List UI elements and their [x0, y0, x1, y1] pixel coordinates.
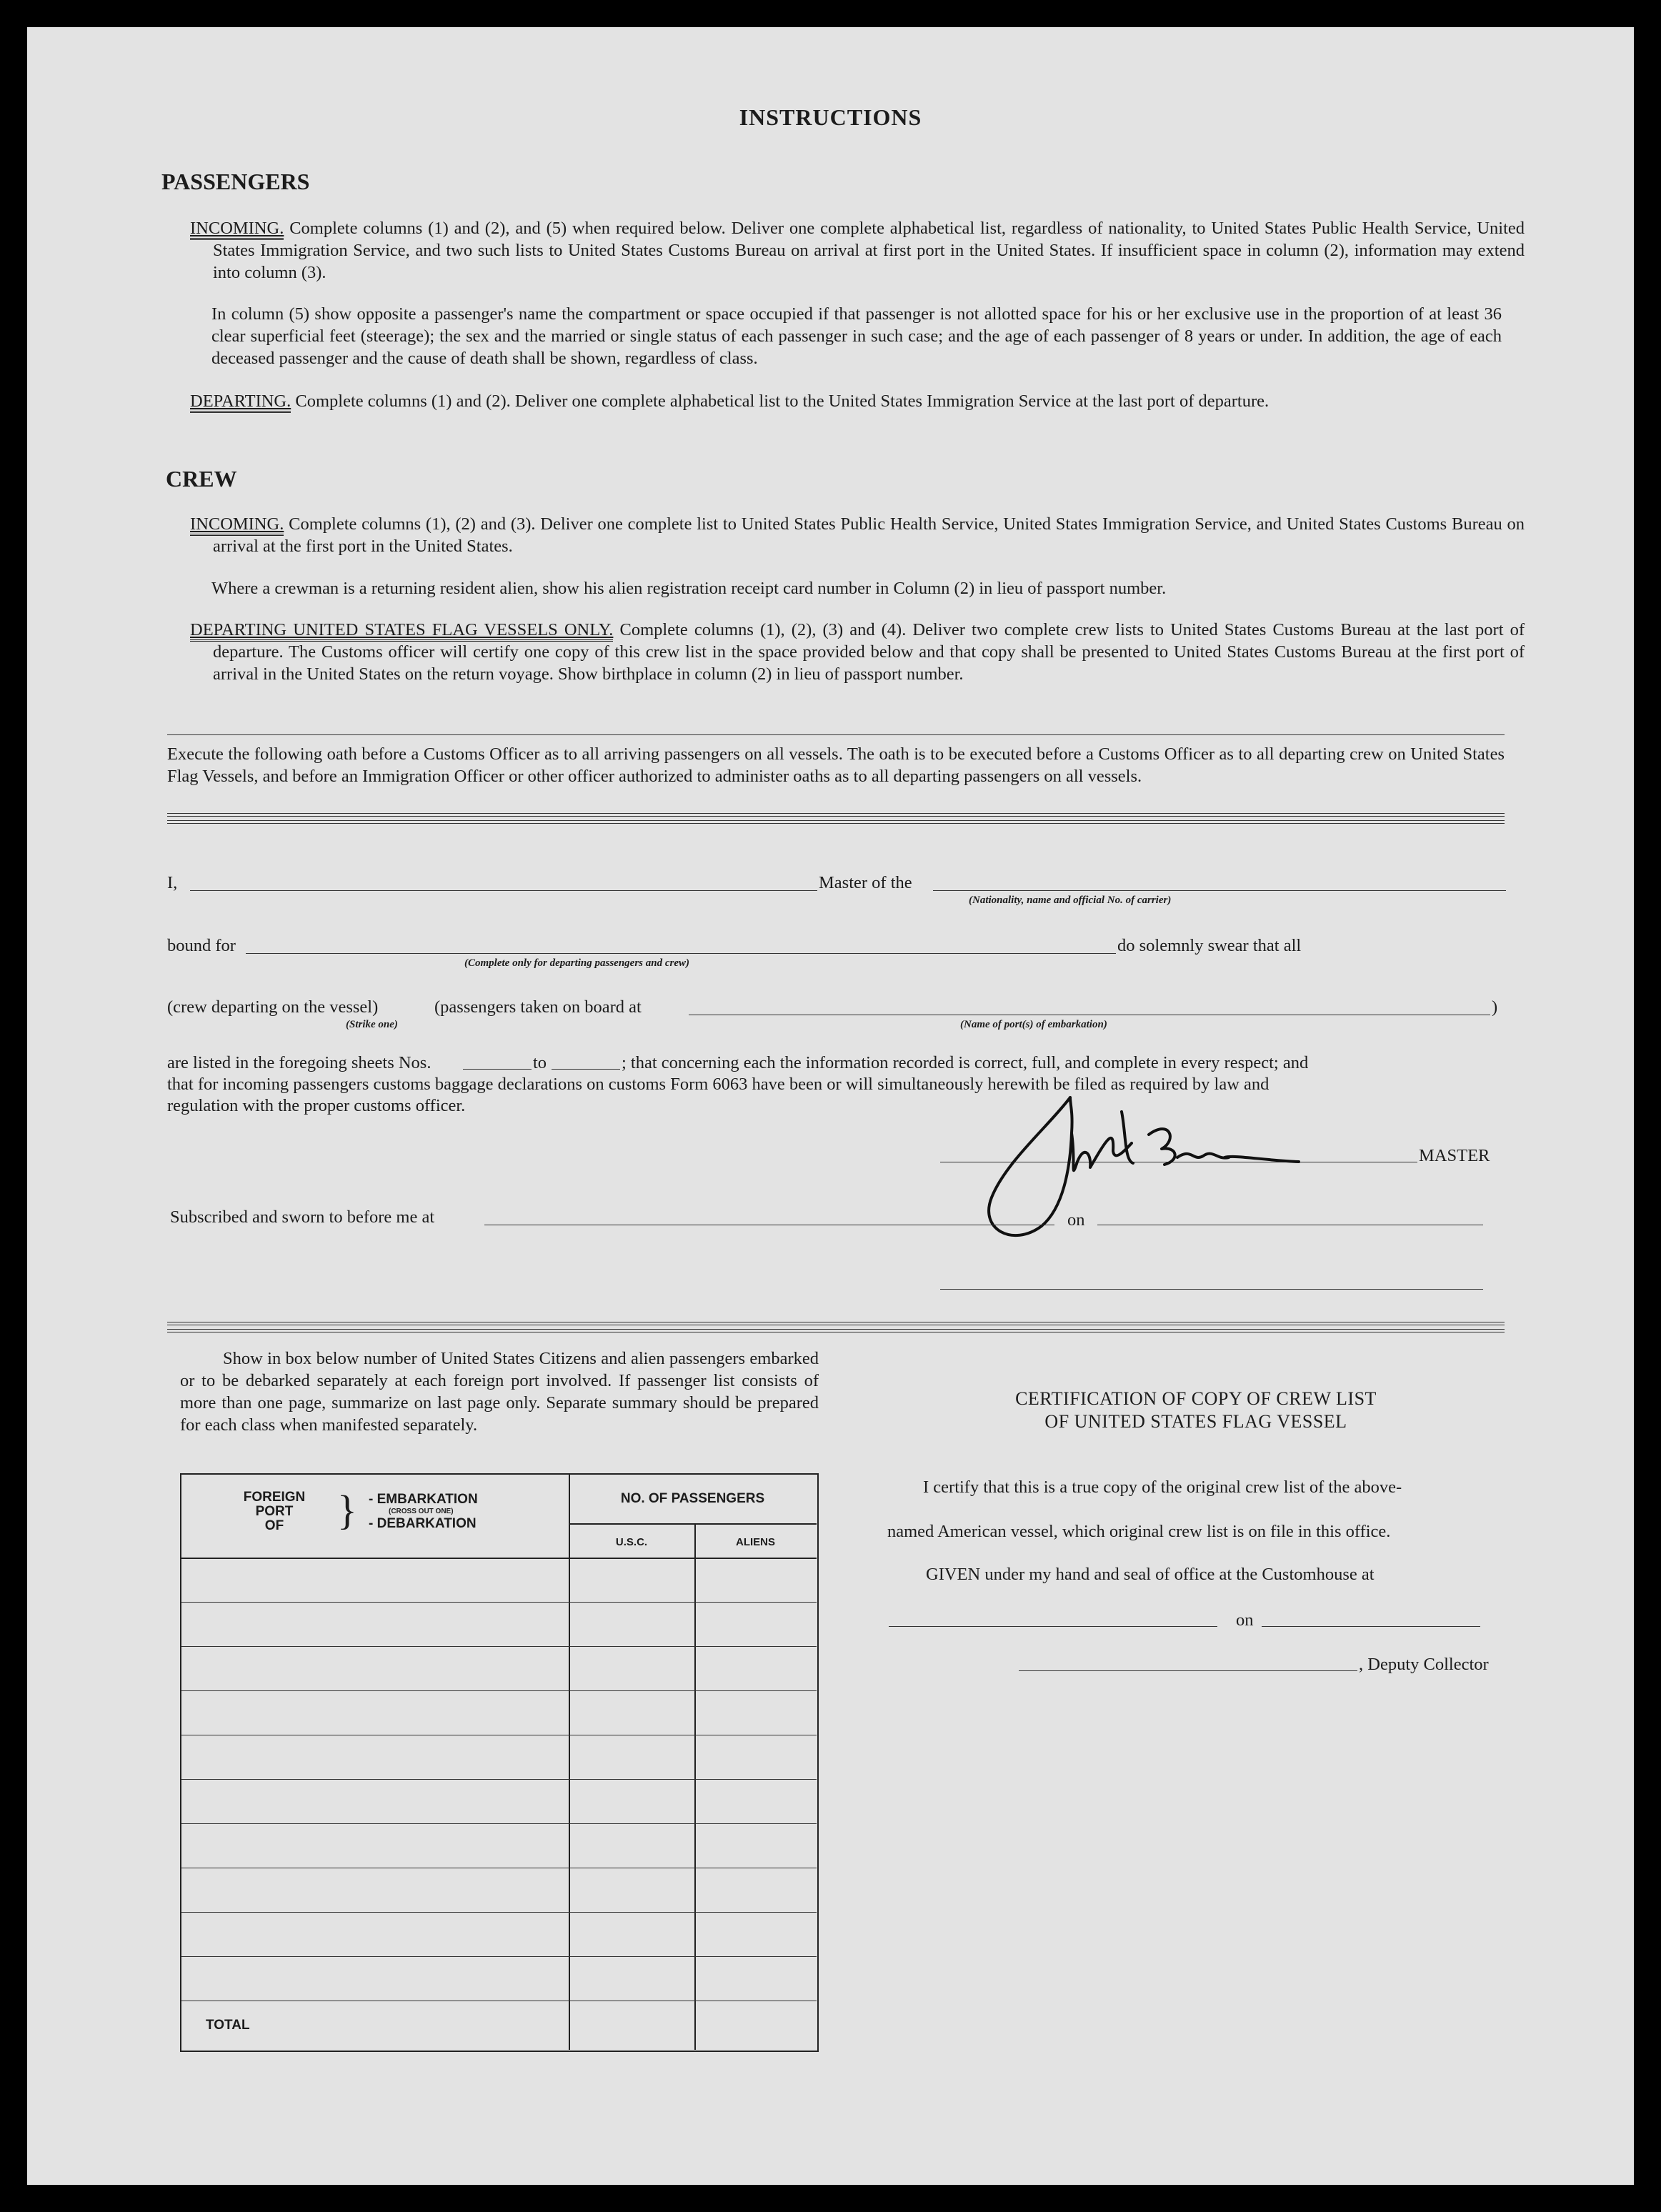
table-row[interactable] [181, 1956, 817, 1957]
nationality-caption: (Nationality, name and official No. of carrier) [969, 895, 1172, 906]
crew-incoming-paragraph [190, 513, 1525, 557]
crew-heading: CREW [166, 466, 237, 492]
master-of-label: Master of the [819, 873, 912, 892]
summary-intro: Show in box below number of United States Citizens and alien passengers embarked or to be debarked separately at each foreign port involved. If passenger list consists of more than one page, summarize on last page only. Separate summary should be prepared for each class when manifested separately. [180, 1349, 819, 1435]
passengers-incoming-paragraph [190, 217, 1525, 284]
table-row[interactable] [181, 1779, 817, 1780]
carrier-field[interactable] [933, 890, 1506, 891]
to-label: to [533, 1053, 547, 1072]
oath-i-label: I, [167, 873, 178, 892]
table-row[interactable] [181, 1823, 817, 1824]
header-bottom-rule [181, 1558, 817, 1559]
certification-title-line-1: CERTIFICATION OF COPY OF CREW LIST [1015, 1388, 1377, 1409]
sworn-on-label: on [1067, 1210, 1085, 1230]
certify-line-2: named American vessel, which original crew list is on file in this office. [887, 1522, 1391, 1541]
close-paren: ) [1492, 997, 1498, 1017]
officer-signature-field[interactable] [940, 1289, 1483, 1290]
oath-intro-paragraph: Execute the following oath before a Customs Officer as to all arriving passengers on all vessels. The oath is to be executed before a Customs Officer as to all departing crew on United States Flag Vessels, and before an Immigration Officer or other officer authorized to administer oaths as to all departing passengers on all vessels. [167, 744, 1505, 786]
certification-on-label: on [1236, 1610, 1254, 1630]
foreign-port-header [224, 1490, 324, 1533]
double-divider [167, 813, 1505, 817]
ports-caption: (Name of port(s) of embarkation) [960, 1019, 1107, 1030]
master-signature [963, 1083, 1392, 1255]
cross-out-caption: (CROSS OUT ONE) [389, 1508, 454, 1515]
table-row[interactable] [181, 1646, 817, 1647]
passengers-departing-paragraph [190, 390, 1525, 412]
crew-departing-lead: DEPARTING UNITED STATES FLAG VESSELS ONLY. [190, 620, 613, 642]
bound-for-label: bound for [167, 936, 236, 955]
passengers-board-option[interactable]: (passengers taken on board at [434, 997, 642, 1017]
passenger-summary-table [180, 1473, 819, 2052]
passengers-incoming-lead: INCOMING. [190, 219, 284, 240]
sheet-from-field[interactable] [463, 1069, 532, 1070]
table-row[interactable] [181, 1912, 817, 1913]
subscribed-label: Subscribed and sworn to before me at [170, 1207, 435, 1227]
crew-resident-paragraph: Where a crewman is a returning resident alien, show his alien registration receipt card number in Column (2) in lieu of passport number. [211, 579, 1167, 598]
master-name-field[interactable] [190, 890, 817, 891]
complete-only-caption: (Complete only for departing passengers and crew) [464, 957, 689, 969]
aliens-header: ALIENS [735, 1536, 775, 1548]
strike-caption: (Strike one) [346, 1019, 398, 1030]
master-label: MASTER [1419, 1146, 1490, 1165]
divider [167, 734, 1505, 735]
usc-header: U.S.C. [615, 1536, 648, 1548]
passengers-incoming-text: Complete columns (1) and (2), and (5) when required below. Deliver one complete alphabetical list, regardless of nationality, to United States Public Health Service, United States Immigration Service, and two such lists to United States Customs Bureau on arrival at first port in the United States. If insufficient space in column (2), information may extend into column (3). [213, 219, 1525, 282]
instructions-title: INSTRUCTIONS [739, 104, 922, 130]
form-page [27, 27, 1634, 2185]
crew-incoming-text: Complete columns (1), (2) and (3). Deliver one complete list to United States Public Health Service, United States Immigration Service, and United States Customs Bureau on arrival at the first port in the United States. [213, 514, 1525, 556]
listed-line-2: that for incoming passengers customs baggage declarations on customs Form 6063 have been or will simultaneously herewith be filed as required by law and [167, 1075, 1270, 1094]
passengers-heading: PASSENGERS [161, 169, 310, 194]
given-line: GIVEN under my hand and seal of office at the Customhouse at [926, 1565, 1375, 1584]
crew-departing-option[interactable]: (crew departing on the vessel) [167, 997, 379, 1017]
deputy-collector-signature-field[interactable] [1019, 1670, 1357, 1671]
certification-title-line-2: OF UNITED STATES FLAG VESSEL [1044, 1411, 1347, 1432]
double-divider [167, 820, 1505, 824]
table-row[interactable] [181, 1690, 817, 1691]
header-divider [569, 1523, 817, 1525]
crew-departing-paragraph [190, 619, 1525, 685]
crew-incoming-lead: INCOMING. [190, 514, 284, 536]
total-label: TOTAL [206, 2018, 250, 2033]
certification-date-field[interactable] [1262, 1626, 1480, 1627]
certify-line-1: I certify that this is a true copy of the original crew list of the above- [923, 1478, 1402, 1497]
brace-glyph: } [337, 1487, 357, 1533]
sheet-to-field[interactable] [552, 1069, 620, 1070]
header-line: OF [264, 1518, 284, 1533]
double-divider [167, 1329, 1505, 1332]
embarkation-label[interactable]: - EMBARKATION [369, 1492, 478, 1507]
no-passengers-header: NO. OF PASSENGERS [620, 1491, 765, 1506]
deputy-collector-label: , Deputy Collector [1359, 1655, 1489, 1674]
header-line: FOREIGN [243, 1490, 306, 1505]
debarkation-label[interactable]: - DEBARKATION [369, 1516, 477, 1531]
passengers-departing-text: Complete columns (1) and (2). Deliver one complete alphabetical list to the United States Immigration Service at the last port of departure. [295, 392, 1270, 411]
crew-departing-text: Complete columns (1), (2), (3) and (4). Deliver two complete crew lists to United States Customs Bureau at the last port of departure. The Customs officer will certify one copy of this crew list in the space provided below and that copy shall be presented to United States Customs Bureau at the first port of arrival in the United States on the return voyage. Show birthplace in column (2) in lieu of passport number. [213, 620, 1525, 684]
table-row[interactable] [181, 1602, 817, 1603]
listed-prefix: are listed in the foregoing sheets Nos. [167, 1053, 432, 1072]
certification-title [874, 1388, 1517, 1433]
double-divider [167, 1322, 1505, 1325]
passengers-column5-paragraph: In column (5) show opposite a passenger's name the compartment or space occupied if that passenger is not allotted space for his or her exclusive use in the proportion of at least 36 clear superficial feet (steerage); the sex and the married or single status of each passenger in such case; and the age of each passenger of 8 years or under. In addition, the age of each deceased passenger and the cause of death shall be shown, regardless of class. [211, 304, 1502, 368]
column-divider [569, 1475, 570, 2050]
bound-for-field[interactable] [246, 953, 1116, 954]
customhouse-field[interactable] [889, 1626, 1217, 1627]
listed-suffix: ; that concerning each the information recorded is correct, full, and complete in every respect; and [622, 1053, 1309, 1072]
passengers-departing-lead: DEPARTING. [190, 392, 291, 413]
header-line: PORT [255, 1504, 294, 1519]
swear-label: do solemnly swear that all [1117, 936, 1302, 955]
listed-line-3: regulation with the proper customs officer. [167, 1096, 466, 1115]
